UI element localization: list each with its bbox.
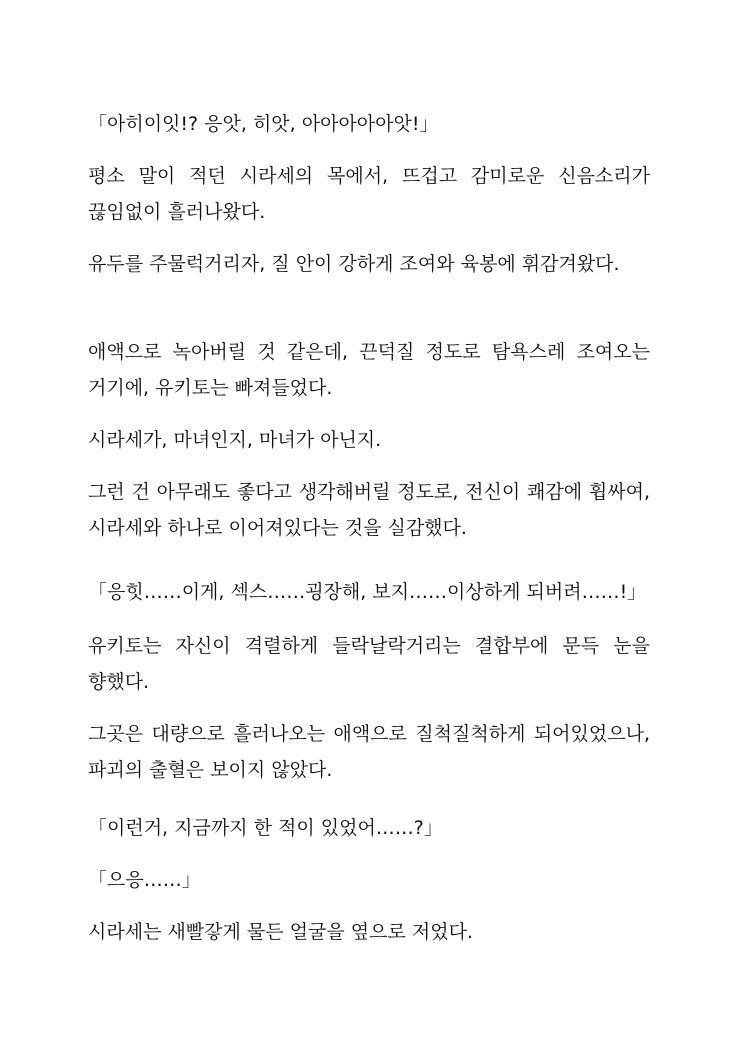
- paragraph-7: 「응힛……이게, 섹스……굉장해, 보지……이상하게 되버려……!」: [88, 581, 647, 603]
- paragraph-4: 애액으로 녹아버릴 것 같은데, 끈덕질 정도로 탐욕스레 조여오는 거기에, 유키토는 빠져들었다.: [88, 341, 650, 399]
- paragraph-8: 유키토는 자신이 격렬하게 들락날락거리는 결합부에 문득 눈을 향했다.: [88, 635, 650, 693]
- paragraph-6: 그런 건 아무래도 좋다고 생각해버릴 정도로, 전신이 쾌감에 휩싸여, 시라세와 하나로 이어져있다는 것을 실감했다.: [88, 481, 650, 539]
- paragraph-10: 「이런거, 지금까지 한 적이 있었어……?」: [88, 817, 443, 839]
- paragraph-1: 「아히이잇!? 응앗, 히앗, 아아아아아앗!」: [88, 113, 439, 135]
- paragraph-3: 유두를 주물럭거리자, 질 안이 강하게 조여와 육봉에 휘감겨왔다.: [88, 253, 620, 275]
- paragraph-12: 시라세는 새빨갛게 물든 얼굴을 옆으로 저었다.: [88, 921, 473, 943]
- paragraph-9: 그곳은 대량으로 흘러나오는 애액으로 질척질척하게 되어있었으나, 파괴의 출혈은 보이지 않았다.: [88, 723, 650, 781]
- paragraph-2: 평소 말이 적던 시라세의 목에서, 뜨겁고 감미로운 신음소리가 끊임없이 흘러나왔다.: [88, 165, 650, 223]
- paragraph-5: 시라세가, 마녀인지, 마녀가 아닌지.: [88, 429, 382, 451]
- paragraph-11: 「으응……」: [88, 869, 201, 891]
